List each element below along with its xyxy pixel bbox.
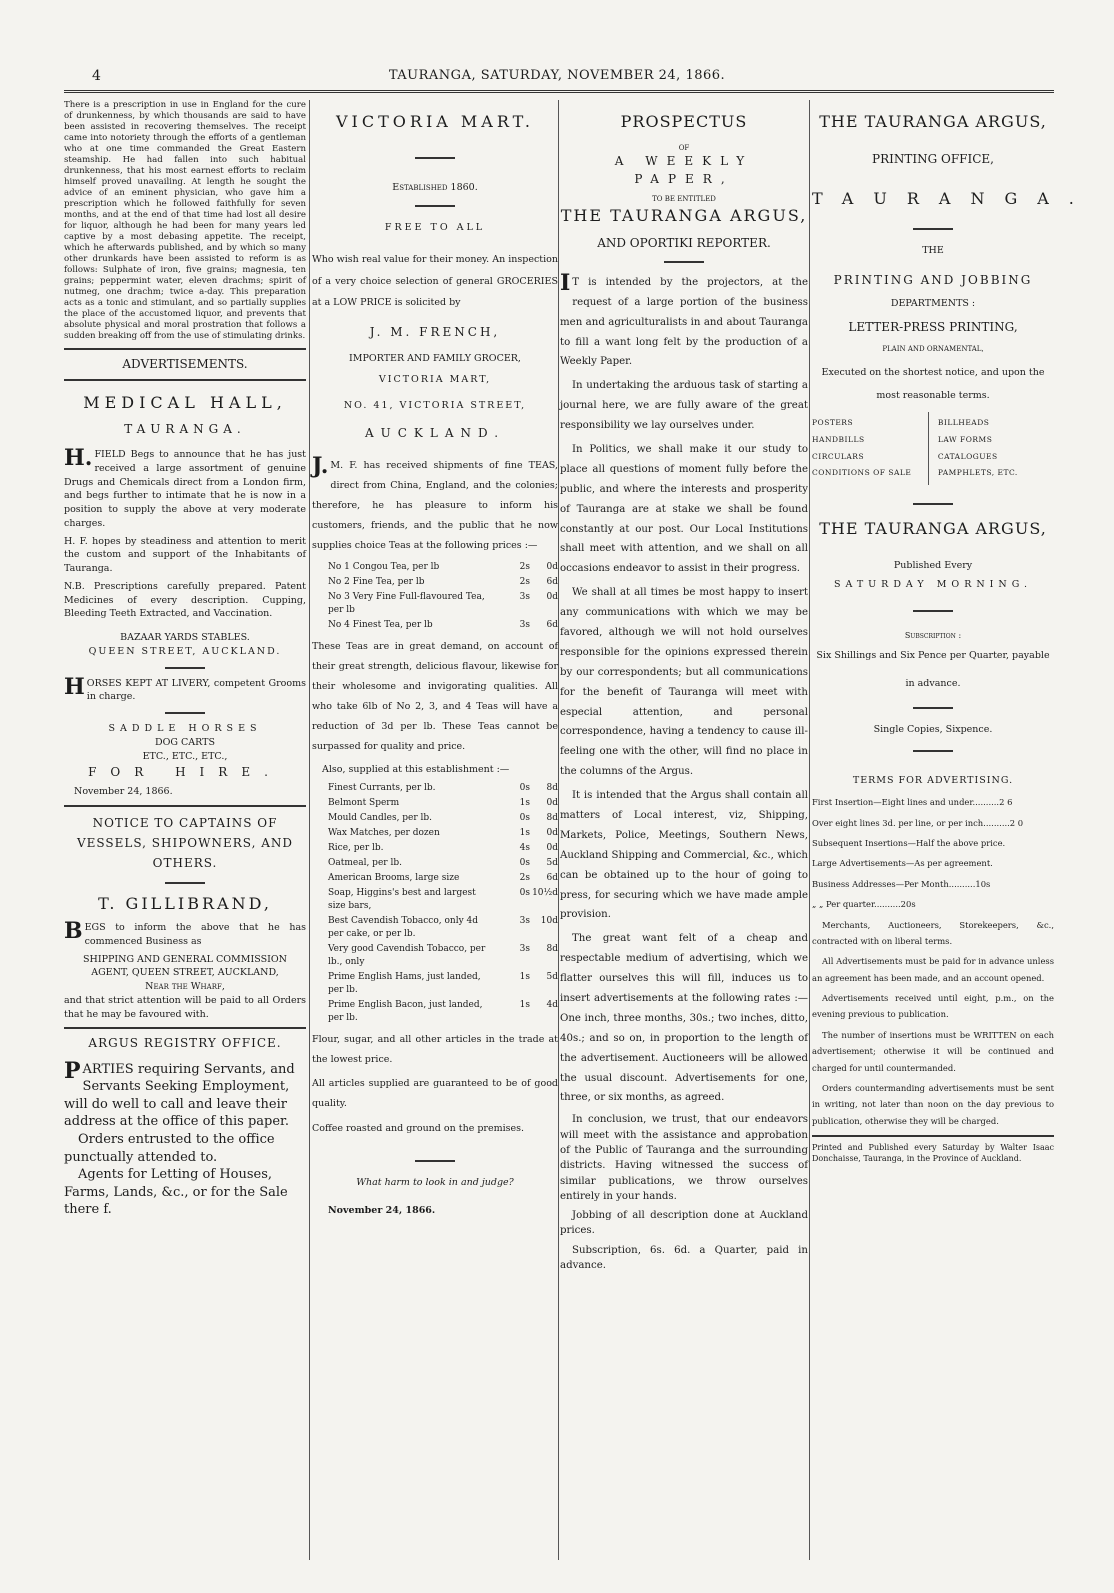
tauranga-heading: TAURANGA. [812,188,1094,208]
teas-text: These Teas are in great demand, on account of their great strength, delicious flavour, likewise for their wholesome and invigorating qualities. All who take 6lb of No 2, 3, and 4 Teas will have a reduction of 3d per lb. These Teas cannot be surpassed for quality and price. [312,641,558,752]
registry-text-2: Orders entrusted to the office punctually attended to. [64,1131,275,1165]
price-row [312,886,558,914]
the-label: THE [922,244,944,256]
prospectus-of: OF [678,144,690,153]
price-d: 0d [546,562,558,573]
french-name: J. M. FRENCH, [369,325,501,340]
price-s: 2s [519,872,530,883]
rate-line: Over eight lines 3d. per line, or per inch..........2 0 [812,817,1024,828]
price-d: 8d [546,812,558,823]
teas-intro: M. F. has received shipments of fine TEAS, direct from China, England, and the colonies; therefore, he has pleasure to inform his customers, friends, and the public that he now supplies choice Teas at the following prices :— [312,460,558,552]
printing-jobbing: PRINTING AND JOBBING [833,272,1033,287]
price-item: No 4 Finest Tea, per lb [328,620,433,631]
price-item: Very good Cavendish Tobacco, per lb., only [328,944,486,968]
letterpress: LETTER-PRESS PRINTING, [848,319,1018,334]
advance-text: All Advertisements must be paid for in advance unless an agreement has been made, and an account opened. [812,956,1054,983]
received-text: Advertisements received until eight, p.m., on the evening previous to publication. [812,993,1054,1020]
executed-text: Executed on the shortest notice, and upon the most reasonable terms. [821,367,1045,402]
prospectus-p9: Subscription, 6s. 6d. a Quarter, paid in advance. [560,1244,808,1272]
price-d: 0d [546,592,558,603]
price-s: 3s [519,944,530,955]
rate-line: Subsequent Insertions—Half the above price. [812,837,1006,848]
column-divider [809,100,810,1560]
goods-price-table [312,781,558,1027]
price-row [312,998,558,1026]
french-role: IMPORTER AND FAMILY GROCER, [349,352,521,364]
victoria-street: NO. 41, VICTORIA STREET, [343,400,527,412]
price-row [312,856,558,871]
weekly-paper: A WEEKLY PAPER, [614,154,754,186]
for-hire: FOR HIRE. [88,764,282,779]
price-item: Oatmeal, per lb. [328,857,402,868]
dateline: TAURANGA, SATURDAY, NOVEMBER 24, 1866. [388,68,726,83]
price-d: 6d [546,620,558,631]
price-d: 4d [546,1000,558,1011]
plain-ornamental: PLAIN AND ORNAMENTAL, [882,345,984,354]
price-s: 1s [519,797,530,808]
price-d: 6d [546,872,558,883]
price-s: 3s [519,620,530,631]
gillibrand-text-2: and that strict attention will be paid to all Orders that he may be favoured with. [64,994,306,1020]
prospectus-p8: Jobbing of all description done at Auckland prices. [560,1210,808,1237]
column-4 [812,100,1094,1560]
to-be-entitled: TO BE ENTITLED [652,195,716,204]
rate-line: First Insertion—Eight lines and under..........2 6 [812,797,1013,808]
reporter: AND OPORTIKI REPORTER. [597,236,771,251]
gillibrand-near: Near the Wharf, [145,981,225,993]
price-s: 2s [519,562,530,573]
job-types-left [812,412,929,486]
divider [415,1160,455,1162]
price-item: Soap, Higgins's best and largest size bars, [328,887,476,912]
divider [415,157,455,159]
price-item: No 2 Fine Tea, per lb [328,577,425,588]
job-types [812,412,1054,486]
price-s: 2s [519,577,530,588]
divider [812,1135,1054,1137]
argus-title: THE TAURANGA ARGUS, [819,112,1047,131]
column-1 [64,100,306,1560]
terms-heading: TERMS FOR ADVERTISING. [852,775,1014,787]
imprint: Printed and Published every Saturday by Walter Isaac Donchaisse, Tauranga, in the Province of Auckland. [812,1143,1054,1163]
price-s: 0s [519,857,530,868]
price-item: Rice, per lb. [328,842,384,853]
job-type: BILLHEADS [937,417,990,427]
merchants-text: Merchants, Auctioneers, Storekeepers, &c., contracted with on liberal terms. [812,919,1054,946]
bazaar-address: QUEEN STREET, AUCKLAND. [88,645,282,657]
divider [913,707,953,709]
gillibrand-name: T. GILLIBRAND, [98,893,272,913]
price-s: 1s [519,827,530,838]
prospectus-p4: We shall at all times be most happy to insert any communications with which we may be favored, although we will not hold ourselves responsible for the opinions expressed therein by our correspondents; but all communications for the benefit of Tauranga will meet with especial attention, and personal correspondence, having a tendency to cause ill-feeling one with the other, will find no place in the columns of the Argus. [560,587,808,778]
saturday-morning: SATURDAY MORNING. [833,579,1033,591]
page-header [0,68,1114,90]
registry-title: ARGUS REGISTRY OFFICE. [88,1036,282,1051]
subscription-text: Six Shillings and Six Pence per Quarter, payable in advance. [816,649,1050,690]
price-row [312,590,558,618]
dropcap: H. [64,444,93,471]
price-d: 5d [546,972,558,983]
medical-hall-title: MEDICAL HALL, [83,393,287,413]
paper-name: THE TAURANGA ARGUS, [560,206,808,226]
flour-text: Flour, sugar, and all other articles in the trade at the lowest price. [312,1034,558,1066]
price-item: Finest Currants, per lb. [328,782,436,793]
header-rule [64,90,1054,93]
price-d: 5d [546,857,558,868]
horses-text: ORSES KEPT AT LIVERY, competent Grooms in charge. [86,677,306,703]
price-s: 1s [519,972,530,983]
prospectus-p6: The great want felt of a cheap and respectable medium of advertising, which we flatter ourselves this will fill, induces us to insert advertisements at the following rates :—One inch, three months, 30s.; two inches, ditto, 40s.; and so on, in proportion to the length of the advertisement. Auctioneers will be allowed the usual discount. Advertisements for one, three, or six months, as agreed. [560,933,808,1104]
registry-text-3: Agents for Letting of Houses, Farms, Lands, &c., or for the Sale there f. [64,1167,288,1218]
subscription-head: Subscription : [904,631,962,641]
price-row [312,826,558,841]
price-d: 10d [540,916,558,927]
divider [913,750,953,752]
printing-office: PRINTING OFFICE, [872,152,994,167]
prospectus-p5: It is intended that the Argus shall contain all matters of Local interest, viz, Shipping, Markets, Police, Meetings, Southern News, Auckland Shipping and Commercial, &c., which can be obtained up to the hour of going to press, for securing which we have made ample provision. [560,790,808,921]
victoria-mart-title: VICTORIA MART. [335,112,535,131]
auckland: AUCKLAND. [364,425,506,440]
single-copies: Single Copies, Sixpence. [873,723,993,735]
rate-line: „ „ Per quarter..........20s [812,899,916,910]
price-s: 1s [519,1000,530,1011]
medical-hall-place: TAURANGA. [124,421,246,436]
argus-title-2: THE TAURANGA ARGUS, [819,519,1047,539]
price-item: Prime English Hams, just landed, per lb. [328,972,481,996]
dropcap: I [560,269,571,296]
divider [913,610,953,612]
bazaar-title: BAZAAR YARDS STABLES. [120,632,250,644]
closing-text: What harm to look in and judge? [356,1176,514,1188]
divider [64,1027,306,1029]
victoria-intro: Who wish real value for their money. An inspection of a very choice selection of general GROCERIES at a LOW PRICE is solicited by [312,253,558,309]
saddle-horses: SADDLE HORSES [108,723,262,735]
price-item: Mould Candles, per lb. [328,812,433,823]
price-row [312,618,558,633]
price-row [312,841,558,856]
job-type: HANDBILLS [812,434,865,444]
published-every: Published Every [893,559,973,571]
price-item: Prime English Bacon, just landed, per lb. [328,1000,483,1024]
medical-hall-text-2: H. F. hopes by steadiness and attention to merit the custom and support of the Inhabitants of Tauranga. [64,535,306,575]
bazaar-date: November 24, 1866. [74,785,173,797]
prospectus-p3: In Politics, we shall make it our study to place all questions of moment fully before the public, and where the interests and prosperity of Tauranga are at stake we shall be found constantly at our post. Our Local Institutions shall meet with attention, and we shall on all occasions endeavor to assist in their progress. [560,443,808,575]
column-divider [558,100,559,1560]
job-types-right [930,412,1054,486]
prescription-article: There is a prescription in use in England for the cure of drunkenness, by which thousands are said to have been assisted in recovering themselves. The receipt came into notoriety through the efforts of a gentleman who at one time commanded the Great Eastern steamship. He had fallen into such habitual drunkenness, that his most earnest efforts to reclaim himself proved unavailing. At length he sought the advice of an eminent physician, who gave him a prescription which he followed faithfully for seven months, and at the end of that time had lost all desire for liquor, although he had been for many years led captive by a most debasing appetite. The receipt, which he afterwards published, and by which so many other drunkards have been assisted to reform is as follows: Sulphate of iron, five grains; magnesia, ten grains; peppermint water, eleven drachms; spirit of nutmeg, one drachm; twice a-day. This preparation acts as a tonic and stimulant, and so partially supplies the place of the accustomed liquor, and prevents that absolute physical and moral prostration that follows a sudden breaking off from the use of stimulating drinks. [64,100,306,341]
price-d: 8d [546,782,558,793]
job-type: CIRCULARS [812,451,865,461]
dropcap: B [64,918,83,945]
price-s: 3s [519,592,530,603]
price-d: 0d [546,827,558,838]
price-row [312,560,558,575]
price-row [312,942,558,970]
price-d: 10½d [532,887,558,898]
job-type: PAMPHLETS, ETC. [937,468,1018,478]
dropcap: P [64,1057,81,1084]
price-s: 0s [519,812,530,823]
insertions-text: The number of insertions must be WRITTEN on each advertisement; otherwise it will be continued and charged for until countermanded. [812,1029,1054,1073]
notice-title: NOTICE TO CAPTAINS OF VESSELS, SHIPOWNERS, AND OTHERS. [77,815,293,871]
prospectus-p2: In undertaking the arduous task of starting a journal here, we are fully aware of the great responsibility we lay ourselves under. [560,380,808,432]
victoria-mart: VICTORIA MART, [378,374,492,386]
column-divider [309,100,310,1560]
established: Established 1860. [392,182,478,194]
divider [64,348,306,350]
price-row [312,796,558,811]
advertisements-heading: ADVERTISEMENTS. [122,357,248,371]
price-d: 0d [546,842,558,853]
price-row [312,871,558,886]
divider [165,712,205,714]
price-s: 3s [519,916,530,927]
price-s: 0s [519,887,530,898]
orders-text: Orders countermanding advertisements must be sent in writing, not later than noon on the day previous to publication, otherwise they will be charged. [812,1083,1054,1126]
price-item: Best Cavendish Tobacco, only 4d per cake, or per lb. [328,916,479,940]
prospectus-title: PROSPECTUS [620,112,748,131]
prospectus-p1: T is intended by the projectors, at the request of a large portion of the business men and agriculturalists in and about Tauranga to fill a want long felt by the production of a Weekly Paper. [560,276,808,368]
price-d: 6d [546,577,558,588]
job-type: LAW FORMS [937,434,993,444]
price-s: 0s [519,782,530,793]
price-row [312,811,558,826]
free-to-all: FREE TO ALL [384,221,486,233]
price-d: 0d [546,797,558,808]
price-row [312,575,558,590]
price-item: No 1 Congou Tea, per lb [328,562,440,573]
prospectus-p7: In conclusion, we trust, that our endeavors will meet with the assistance and approbation of the Public of Tauranga and the surrounding districts. Having witnessed the success of similar publications, we throw ourselves entirely in your hands. [560,1114,808,1202]
job-type: CATALOGUES [937,451,998,461]
divider [165,882,205,884]
rate-line: Business Addresses—Per Month..........10s [812,878,991,889]
divider [64,805,306,807]
advertising-rates [812,794,1054,912]
victoria-date: November 24, 1866. [328,1204,436,1216]
divider [415,205,455,207]
departments: DEPARTMENTS : [890,297,976,309]
gillibrand-text: EGS to inform the above that he has commenced Business as [84,922,306,947]
column-2 [312,100,558,1560]
also-supplied: Also, supplied at this establishment :— [322,763,510,775]
medical-hall-text: FIELD Begs to announce that he has just received a large assortment of genuine Drugs and Chemicals direct from a London firm, and begs further to intimate that he is now in a position to supply the above at very moderate charges. [64,448,306,529]
price-item: Belmont Sperm [328,797,400,808]
price-item: Wax Matches, per dozen [328,827,440,838]
job-type: POSTERS [812,417,854,427]
coffee-text: Coffee roasted and ground on the premises. [312,1123,525,1135]
price-row [312,970,558,998]
price-item: No 3 Very Fine Full-flavoured Tea, per lb [328,592,485,616]
column-3 [560,100,808,1560]
divider [165,667,205,669]
gillibrand-business: SHIPPING AND GENERAL COMMISSION AGENT, QUEEN STREET, AUCKLAND, [83,953,287,979]
divider [913,228,953,230]
medical-hall-nb: N.B. Prescriptions carefully prepared. Patent Medicines of every description. Cupping, Bleeding Teeth Extracted, and Vaccination. [64,580,306,620]
tea-price-table [312,560,558,633]
etc: ETC., ETC., ETC., [142,750,228,762]
divider [664,261,704,263]
dog-carts: DOG CARTS [155,736,215,748]
job-type: CONDITIONS OF SALE [812,468,912,478]
dropcap: H [64,673,85,700]
page-number: 4 [92,68,101,84]
price-s: 4s [519,842,530,853]
divider [64,379,306,381]
price-row [312,914,558,942]
rate-line: Large Advertisements—As per agreement. [812,858,993,869]
price-row [312,781,558,796]
price-d: 8d [546,944,558,955]
guarantee-text: All articles supplied are guaranteed to be of good quality. [312,1078,558,1110]
price-item: American Brooms, large size [328,872,460,883]
divider [913,503,953,505]
registry-text: ARTIES requiring Servants, and Servants Seeking Employment, will do well to call and leave their address at the office of this paper. [64,1061,295,1130]
dropcap: J. [312,453,329,480]
